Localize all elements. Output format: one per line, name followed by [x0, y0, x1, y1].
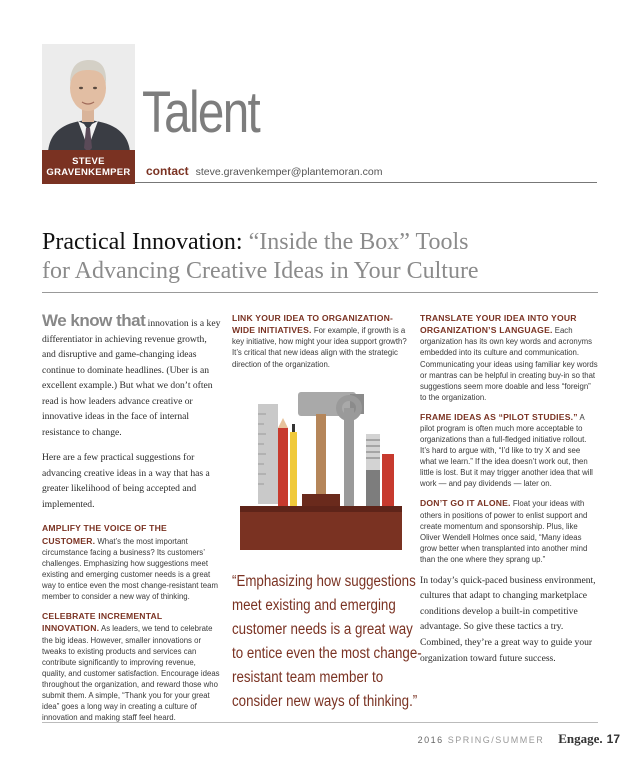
author-photo	[42, 44, 135, 152]
section-heading: TRANSLATE YOUR IDEA INTO YOUR ORGANIZATION’S LANGUAGE.	[420, 313, 577, 336]
intro-paragraph	[42, 312, 222, 440]
section-text: What’s the most important circumstance facing a business? Its customers’ challenges. Emphasizing how suggestions meet existing and emerging customer needs is a great way to entice even the most change-resistant team member to consider a new way of thinking.	[42, 536, 218, 602]
column-2	[232, 312, 410, 378]
section-heading: CELEBRATE INCREMENTAL INNOVATION.	[42, 611, 163, 634]
headline-divider	[42, 292, 598, 293]
article-headline	[42, 228, 602, 286]
header-divider	[135, 182, 597, 183]
intro-lead: We know that	[42, 311, 146, 330]
contact-label: contact	[146, 164, 189, 178]
section-heading: FRAME IDEAS AS “PILOT STUDIES.”	[420, 411, 578, 422]
pull-quote-line: meet existing and emerging	[232, 597, 396, 615]
footer-season: SPRING/SUMMER	[447, 735, 545, 745]
footer-issue	[418, 735, 545, 745]
page-number: 17	[606, 732, 620, 746]
author-first-name: STEVE	[72, 155, 105, 167]
section-heading: AMPLIFY THE VOICE OF THE CUSTOMER.	[42, 523, 167, 546]
section-heading: DON’T GO IT ALONE.	[420, 498, 511, 509]
footer-divider	[42, 722, 598, 723]
intro-text: innovation is a key differentiator in achieving revenue growth, and disruptive and game-changing ideas continue to dominate headlines. (Uber is an excellent example.) But what we don’t often read is how leaders advance creative or innovative ideas in the face of internal resistance to change.	[42, 318, 221, 438]
pull-quote-line: consider new ways of thinking.”	[232, 693, 418, 711]
section-pilot	[420, 411, 598, 490]
contact-email[interactable]: steve.gravenkemper@plantemoran.com	[195, 166, 383, 178]
section-alone	[420, 497, 598, 565]
section-text: As leaders, we tend to celebrate the big ideas. However, smaller innovations or tweaks to existing products and services can contribute significantly to improving revenue, quality, and customer satisfaction. Encourage ideas throughout the organization, and reward those who submit them. A simple, “Thank you for your great idea” goes a long way in creating a culture of innovation and making staff feel heard.	[42, 624, 220, 722]
section-title: Talent	[142, 80, 260, 145]
column-1	[42, 312, 222, 731]
intro-paragraph-2: Here are a few practical suggestions for advancing creative ideas in a way that has a greater likelihood of being accepted and implemented.	[42, 452, 210, 510]
section-translate	[420, 312, 598, 403]
section-text: Each organization has its own key words and acronyms embedded into its culture and communication. Communicating your ideas using familiar key words or mantras can be helpful in creating buy-in so that suggestions seem more doable and less “foreign” to the organization.	[420, 326, 598, 402]
contact-line	[146, 164, 383, 178]
section-link-idea	[232, 312, 410, 370]
magazine-name: Engage.	[558, 731, 603, 746]
section-heading: LINK YOUR IDEA TO ORGANIZATION-WIDE INITIATIVES.	[232, 313, 394, 336]
footer-year: 2016	[417, 735, 444, 745]
headline-line2: for Advancing Creative Ideas in Your Culture	[42, 257, 479, 284]
author-last-name: GRAVENKEMPER	[46, 167, 131, 178]
column-3	[420, 312, 598, 676]
pull-quote-line: resistant team member to	[232, 669, 384, 687]
closing-paragraph: In today’s quick-paced business environment, cultures that adapt to changing marketplace conditions develop a built-in competitive advantage. So give these tactics a try. Combined, they’re a great way to guide your organization toward future success.	[420, 574, 596, 664]
section-amplify	[42, 522, 222, 602]
author-name-box	[42, 150, 135, 184]
headline-lead: Practical Innovation:	[42, 229, 243, 255]
pull-quote-line: customer needs is a great way	[232, 621, 413, 639]
section-text: For example, if growth is a key initiative, how might your idea support growth? It’s critical that new ideas align with the strategic direction of the organization.	[232, 326, 407, 369]
pull-quote	[232, 570, 422, 714]
toolbox-illustration	[232, 384, 410, 554]
section-text: Float your ideas with others in positions of power to enlist support and create momentum and sponsorship. Plus, like Oliver Wendell Holmes once said, “Many ideas grow better when transplanted into another mind than the one where they sprang up.”	[420, 499, 588, 564]
pull-quote-line: to entice even the most change-	[232, 645, 422, 663]
pull-quote-line: “Emphasizing how suggestions	[232, 573, 416, 590]
section-text: A pilot program is often much more acceptable to organizations than a full-fledged initiative rollout. It’s hard to argue with, “I’d like to try X and see what we learn.” If the idea doesn’t work out, then little is lost. But it may trigger another idea that will work — and pay dividends — later on.	[420, 412, 593, 489]
page-footer	[418, 731, 620, 747]
headline-rest: “Inside the Box” Tools	[248, 229, 469, 255]
section-celebrate	[42, 610, 222, 723]
footer-magazine	[558, 731, 620, 747]
